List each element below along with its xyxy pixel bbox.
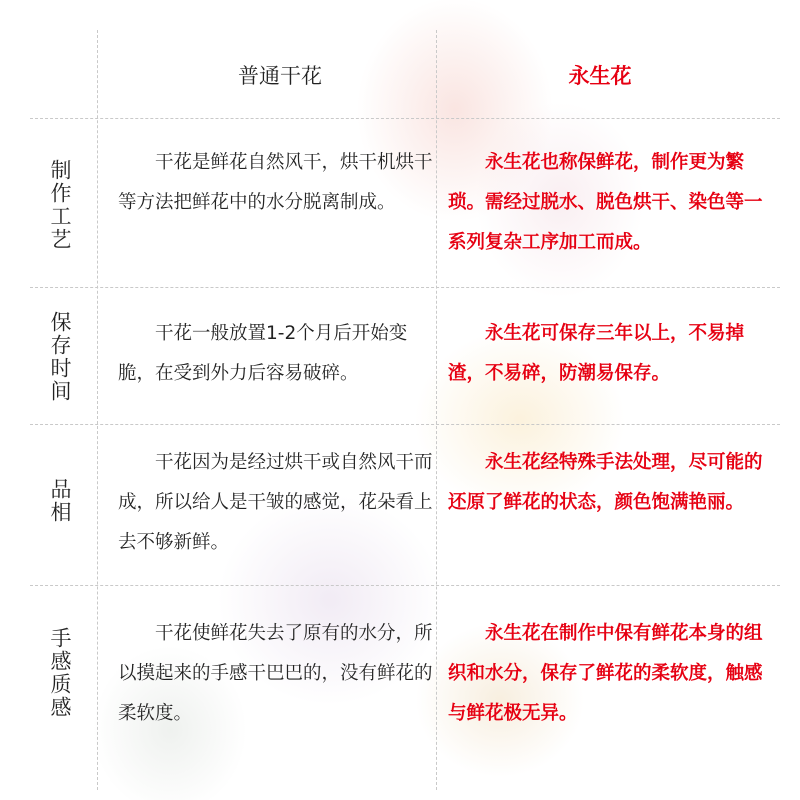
cell-eternal-process: 永生花也称保鲜花，制作更为繁琐。需经过脱水、脱色烘干、染色等一系列复杂工序加工而成。 [448, 152, 763, 253]
row-label-appearance: 品相 [48, 478, 72, 524]
column-header-eternal: 永生花 [568, 64, 632, 88]
cell-eternal-shelf-life: 永生花可保存三年以上，不易掉渣，不易碎，防潮易保存。 [448, 323, 745, 384]
column-header-normal: 普通干花 [238, 64, 322, 88]
row-label-texture: 手感质感 [48, 627, 72, 719]
cell-eternal-appearance: 永生花经特殊手法处理，尽可能的还原了鲜花的状态，颜色饱满艳丽。 [448, 452, 763, 513]
cell-normal-appearance: 干花因为是经过烘干或自然风干而成，所以给人是干皱的感觉，花朵看上去不够新鲜。 [118, 452, 433, 553]
divider-horizontal-header [30, 118, 780, 119]
cell-normal-shelf-life: 干花一般放置1-2个月后开始变脆，在受到外力后容易破碎。 [118, 323, 408, 384]
cell-normal-process: 干花是鲜花自然风干，烘干机烘干等方法把鲜花中的水分脱离制成。 [118, 152, 433, 213]
divider-horizontal-2 [30, 424, 780, 425]
row-label-process: 制作工艺 [48, 159, 72, 251]
row-label-shelf-life: 保存时间 [48, 311, 72, 403]
divider-vertical-left [97, 30, 98, 790]
divider-horizontal-3 [30, 585, 780, 586]
cell-eternal-texture: 永生花在制作中保有鲜花本身的组织和水分，保存了鲜花的柔软度，触感与鲜花极无异。 [448, 623, 763, 724]
cell-normal-texture: 干花使鲜花失去了原有的水分，所以摸起来的手感干巴巴的，没有鲜花的柔软度。 [118, 623, 433, 724]
divider-horizontal-1 [30, 287, 780, 288]
